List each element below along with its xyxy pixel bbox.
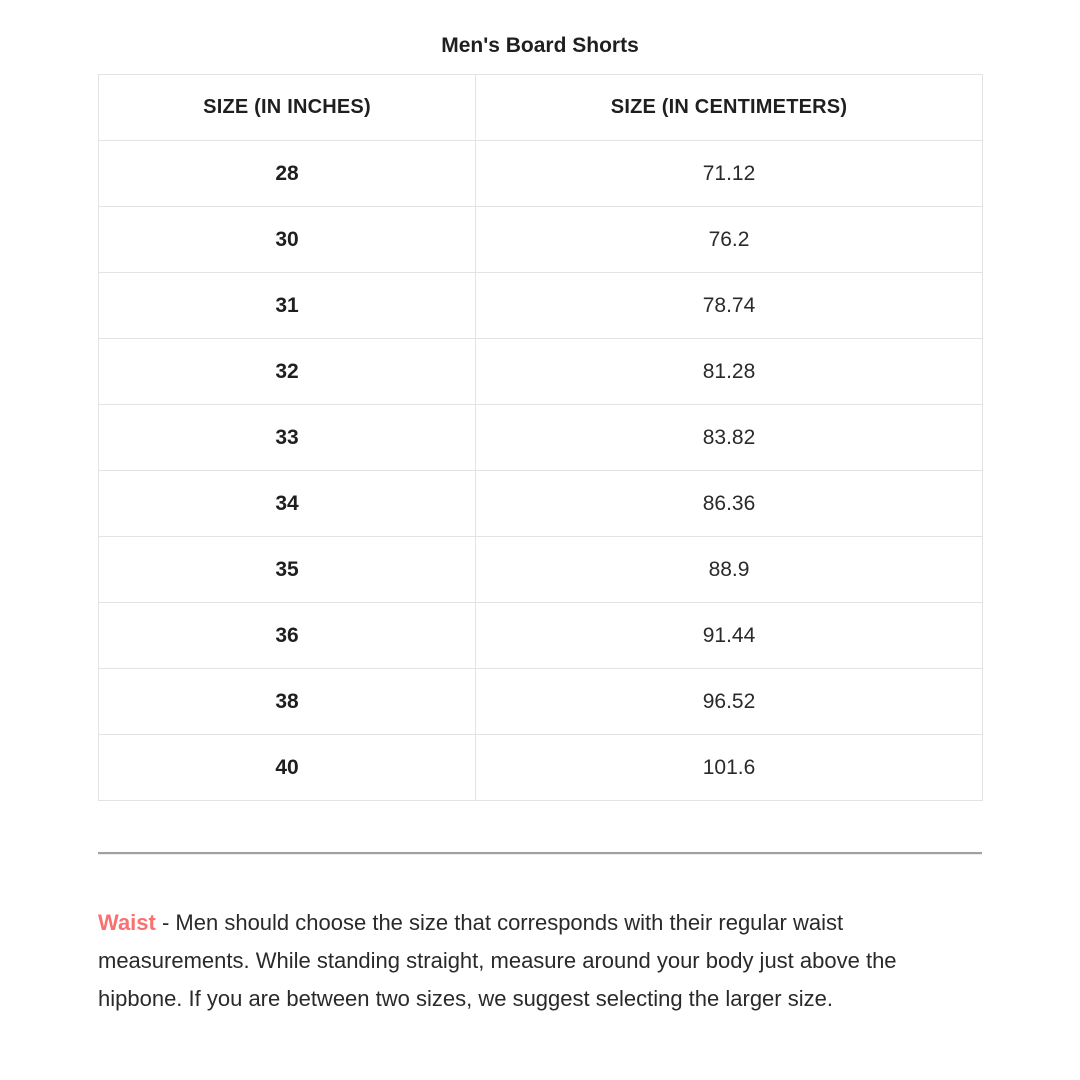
column-header-centimeters: SIZE (IN CENTIMETERS) [476,75,983,141]
waist-note [98,904,970,1018]
size-cm-cell: 91.44 [476,603,983,669]
size-inches-cell: 34 [99,471,476,537]
table-row [99,735,983,801]
table-row [99,273,983,339]
size-inches-cell: 35 [99,537,476,603]
table-row [99,603,983,669]
table-row [99,669,983,735]
size-inches-cell: 31 [99,273,476,339]
size-inches-cell: 38 [99,669,476,735]
waist-note-separator: - [155,910,176,935]
size-cm-cell: 81.28 [476,339,983,405]
size-inches-cell: 32 [99,339,476,405]
size-cm-cell: 101.6 [476,735,983,801]
size-chart-table [98,74,983,801]
waist-note-text: Men should choose the size that corresponds with their regular waist measurements. While standing straight, measure around your body just above the hipbone. If you are between two sizes, we suggest selecting the larger size. [98,910,897,1011]
size-inches-cell: 28 [99,141,476,207]
size-cm-cell: 88.9 [476,537,983,603]
size-guide-content [98,33,982,1018]
table-row [99,537,983,603]
section-divider [98,852,982,855]
size-cm-cell: 71.12 [476,141,983,207]
table-row [99,471,983,537]
size-inches-cell: 30 [99,207,476,273]
table-row [99,141,983,207]
column-header-inches: SIZE (IN INCHES) [99,75,476,141]
size-cm-cell: 96.52 [476,669,983,735]
size-inches-cell: 33 [99,405,476,471]
table-row [99,207,983,273]
waist-note-label: Waist [98,910,156,935]
size-chart-title: Men's Board Shorts [441,34,639,57]
size-cm-cell: 86.36 [476,471,983,537]
size-inches-cell: 36 [99,603,476,669]
size-cm-cell: 76.2 [476,207,983,273]
size-cm-cell: 78.74 [476,273,983,339]
table-row [99,339,983,405]
table-row [99,405,983,471]
size-cm-cell: 83.82 [476,405,983,471]
size-inches-cell: 40 [99,735,476,801]
table-header-row [99,75,983,141]
